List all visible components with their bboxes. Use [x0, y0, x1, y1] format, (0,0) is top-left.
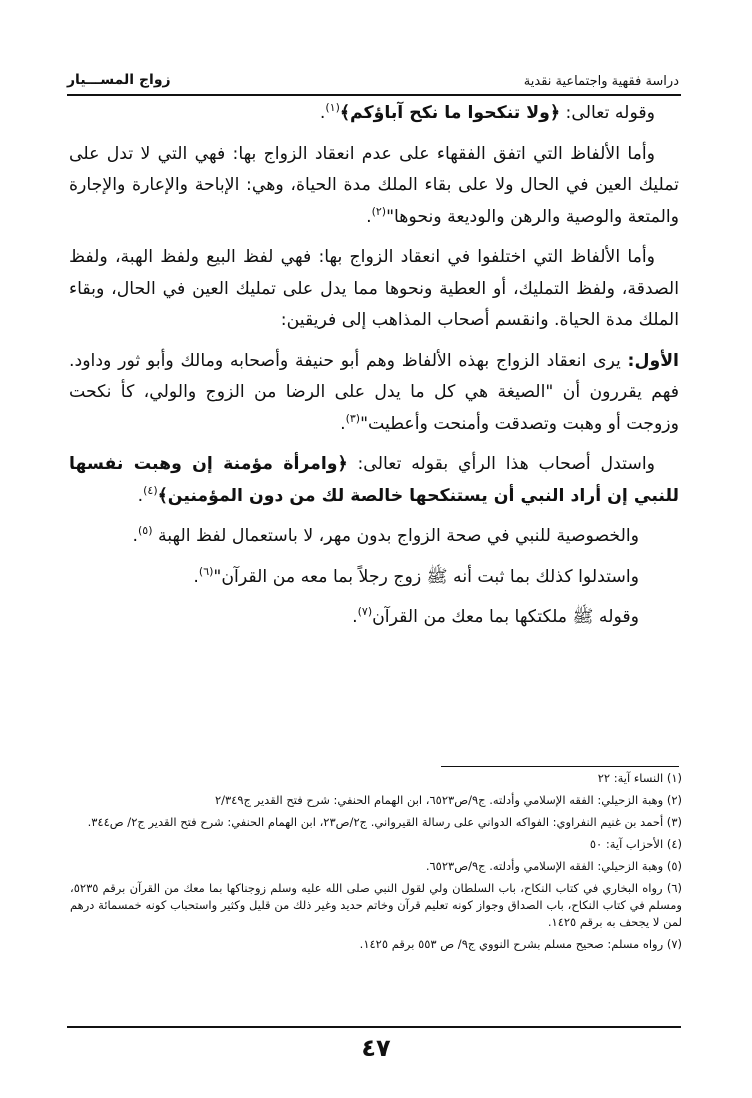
footnote: (٦) رواه البخاري في كتاب النكاح، باب السلطان ولي لقول النبي صلى الله عليه وسلم زوجناكها بما معك من القرآن برقم ٥٢٣٥، ومسلم في كتاب النكاح، باب الصداق وجواز كونه تعليم قرآن وخاتم حديد وغير ذلك من قليل وكثير واستحباب كونه خمسمائة درهم لمن لا يجحف به برقم ١٤٢٥. — [70, 881, 682, 929]
footnote: (٥) وهبة الزحيلي: الفقه الإسلامي وأدلته. ج٩/ص٦٥٢٣. — [425, 859, 682, 873]
header-book-title: زواج المســـيار — [67, 72, 171, 88]
text: والخصوصية للنبي في صحة الزواج بدون مهر، لا باستعمال لفظ الهبة — [152, 526, 639, 546]
running-header — [67, 68, 681, 96]
punct: . — [352, 607, 358, 627]
footnote-ref: (٤) — [143, 483, 158, 497]
paragraph-6 — [69, 521, 679, 553]
text: وأما الألفاظ التي اتفق الفقهاء على عدم انعقاد الزواج بها: فهي التي لا تدل على تمليك العين في الحال ولا على بقاء الملك مدة الحياة، وهي: الإباحة والإعارة والإجارة والمتعة والوصية والرهن والوديعة ونحوها" — [69, 143, 679, 227]
footnote: (٧) رواه مسلم: صحيح مسلم بشرح النووي ج٩/ ص ٥٥٣ برقم ١٤٢٥. — [359, 937, 682, 951]
footnotes — [70, 770, 682, 958]
footnote-separator — [441, 766, 679, 767]
punct: . — [340, 413, 346, 434]
page-number: ٤٧ — [361, 1034, 391, 1062]
text: وقوله تعالى: — [560, 103, 655, 123]
punct: . — [193, 566, 199, 587]
footnote-ref: (٣) — [345, 411, 361, 425]
punct: . — [366, 206, 372, 227]
footnote-ref: (٧) — [357, 605, 373, 619]
main-text — [69, 98, 679, 634]
footnote-ref: (٦) — [198, 564, 214, 578]
text: يرى انعقاد الزواج بهذه الألفاظ وهم أبو حنيفة وأصحابه ومالك وأبو ثور وداود. فهم يقررون أن "الصيغة هي كل ما يدل على الرضا من الزوج والولي، كأ نكحت وزوجت أو وهبت وتصدقت وأمنحت وأعطيت" — [69, 350, 679, 434]
punct: . — [137, 485, 144, 506]
text: واستدلوا كذلك بما ثبت أنه ﷺ زوج رجلاً بما معه من القرآن" — [213, 566, 639, 587]
section-label: الأول: — [627, 350, 679, 371]
footnote: (٢) وهبة الزحيلي: الفقه الإسلامي وأدلته. ج٩/ص٦٥٢٣، ابن الهمام الحنفي: شرح فتح القدير ج٢/٣٤٩ — [214, 793, 682, 807]
footnote-ref: (١) — [325, 101, 340, 115]
text: واستدل أصحاب هذا الرأي بقوله تعالى: — [347, 454, 656, 474]
footnote-ref: (٢) — [371, 204, 387, 218]
quran-verse: ﴿ولا تنكحوا ما نكح آباؤكم﴾ — [339, 103, 561, 123]
punct: . — [132, 526, 138, 546]
footnote-ref: (٥) — [137, 524, 153, 538]
paragraph-8 — [69, 602, 679, 634]
footnote: (٤) الأحزاب آية: ٥٠ — [589, 837, 682, 851]
text: وقوله ﷺ ملكتكها بما معك من القرآن — [372, 607, 639, 627]
punct: . — [319, 103, 326, 123]
paragraph-2 — [69, 139, 679, 234]
footnote: (٣) أحمد بن غنيم النفراوي: الفواكه الدواني على رسالة القيرواني. ج٢/ص٢٣، ابن الهمام الحنفي: شرح فتح القدير ج٢/ ص٣٤٤. — [87, 815, 682, 829]
paragraph-7 — [69, 562, 679, 594]
paragraph-1 — [69, 98, 679, 130]
footnote: (١) النساء آية: ٢٢ — [597, 771, 682, 785]
paragraph-5 — [69, 449, 679, 512]
paragraph-4 — [69, 346, 679, 441]
paragraph-3 — [69, 242, 679, 337]
header-book-subtitle: دراسة فقهية واجتماعية نقدية — [523, 74, 679, 89]
text: وأما الألفاظ التي اختلفوا في انعقاد الزواج بها: فهي لفظ البيع ولفظ الهبة، ولفظ الصدقة، ولفظ التمليك، أو العطية ونحوها مما يدل على تمليك العين في الحال، وبقاء الملك مدة الحياة. وانقسم أصحاب المذاهب إلى فريقين: — [69, 247, 679, 330]
footer-rule — [67, 1026, 681, 1028]
quran-verse: ﴿وامرأة مؤمنة إن وهبت نفسها للنبي إن أراد النبي أن يستنكحها خالصة لك من دون المؤمنين﴾ — [69, 454, 679, 506]
